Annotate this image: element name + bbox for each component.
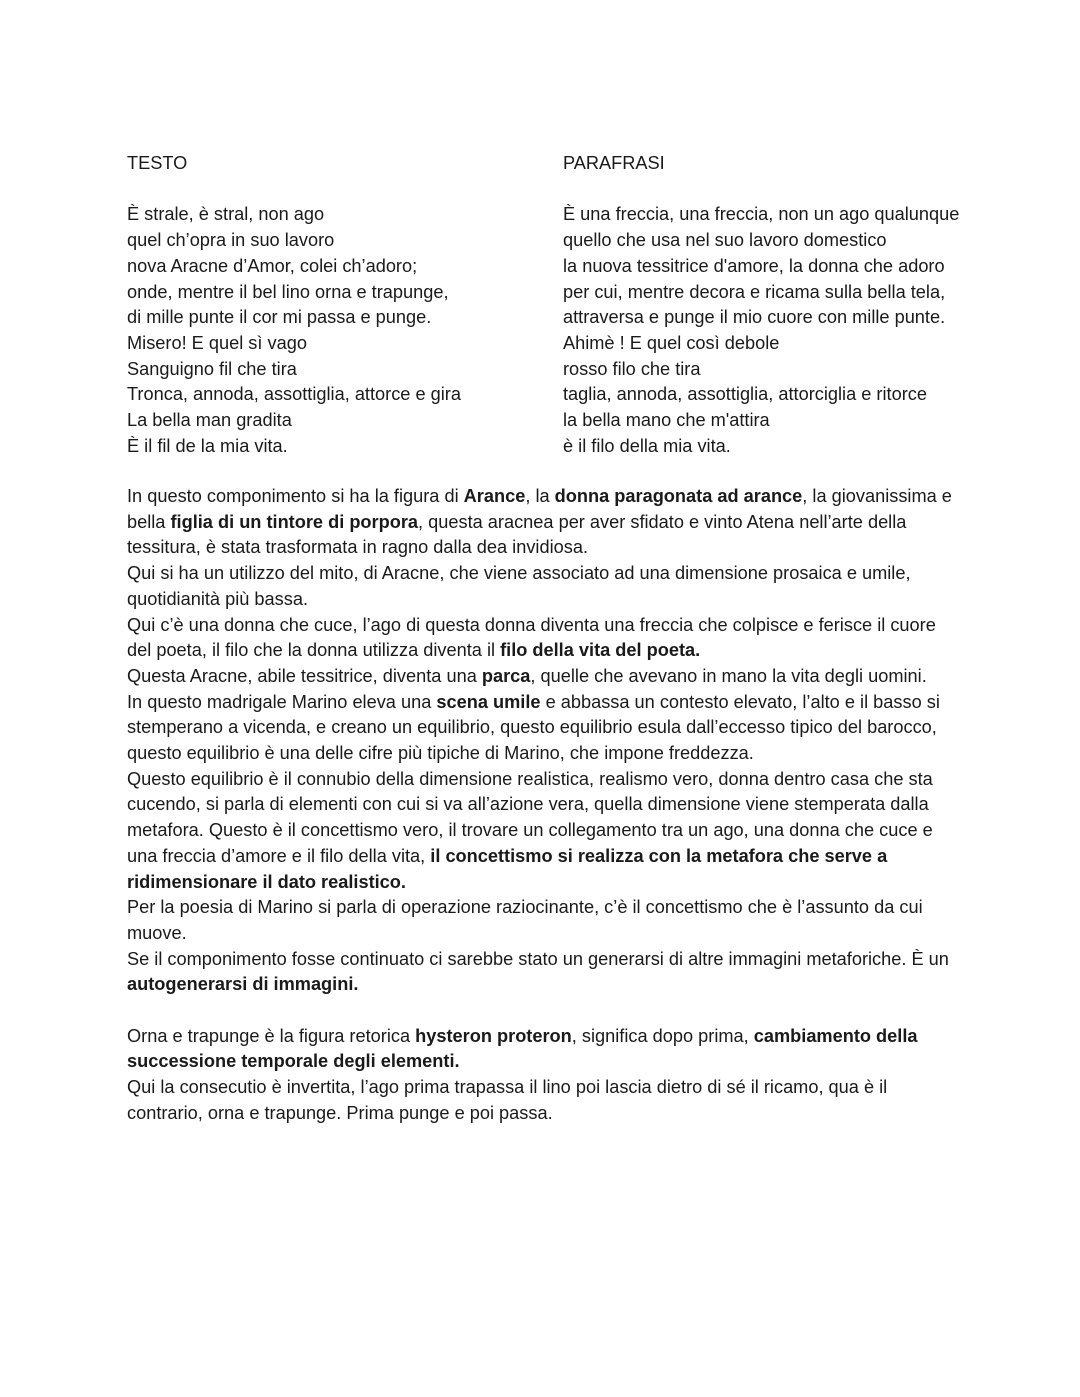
- text-run: Orna e trapunge è la figura retorica: [127, 1025, 416, 1046]
- bold-run: autogenerarsi di immagini.: [127, 974, 359, 995]
- parafrasi-line: è il filo della mia vita.: [563, 435, 731, 456]
- testo-line: La bella man gradita: [127, 410, 292, 431]
- parafrasi-line: la nuova tessitrice d'amore, la donna che adoro: [563, 255, 945, 276]
- testo-line: Sanguigno fil che tira: [127, 358, 297, 379]
- bold-run: figlia di un tintore di porpora: [170, 511, 419, 532]
- parafrasi-heading: PARAFRASI: [563, 153, 665, 173]
- text-run: In questo componimento si ha la figura di: [127, 486, 464, 506]
- testo-line: di mille punte il cor mi passa e punge.: [127, 307, 432, 328]
- bold-run: il concettismo si realizza con la metafora che serve a ridimensionare il dato realistico.: [127, 845, 888, 892]
- parafrasi-line: È una freccia, una freccia, non un ago qualunque: [563, 204, 960, 225]
- parafrasi-line: quello che usa nel suo lavoro domestico: [563, 230, 887, 251]
- testo-line: Misero! E quel sì vago: [127, 332, 307, 353]
- commentary-paragraph: Qui si ha un utilizzo del mito, di Aracne, che viene associato ad una dimensione prosaica e umile, quotidianità più bassa.: [127, 563, 911, 609]
- bold-run: parca: [481, 665, 531, 686]
- hysteron-paragraph: Qui la consecutio è invertita, l’ago prima trapassa il lino poi lascia dietro di sé il ricamo, qua è il contrario, orna e trapunge. Prima punge e poi passa.: [127, 1077, 888, 1123]
- parafrasi-line: la bella mano che m'attira: [563, 410, 770, 431]
- text-run: In questo madrigale Marino eleva una: [127, 691, 437, 712]
- text-run: , significa dopo prima,: [571, 1025, 754, 1046]
- text-run: , quelle che avevano in mano la vita degli uomini.: [530, 665, 927, 686]
- testo-line: È strale, è stral, non ago: [127, 204, 325, 225]
- text-run: Se il componimento fosse continuato ci sarebbe stato un generarsi di altre immagini metaforiche. È un: [127, 948, 949, 969]
- hysteron-paragraph: [127, 1024, 957, 1075]
- parafrasi-line: attraversa e punge il mio cuore con mille punte.: [563, 307, 946, 328]
- hysteron-section: [127, 1024, 957, 1127]
- commentary-paragraph: [127, 484, 957, 561]
- parafrasi-column: [563, 151, 959, 459]
- testo-line: quel ch’opra in suo lavoro: [127, 230, 335, 251]
- testo-line: È il fil de la mia vita.: [127, 435, 288, 456]
- commentary-paragraph: [127, 664, 957, 690]
- parafrasi-line: Ahimè ! E quel così debole: [563, 332, 780, 353]
- parafrasi-line: taglia, annoda, assottiglia, attorciglia e ritorce: [563, 384, 927, 405]
- testo-heading: TESTO: [127, 153, 188, 173]
- commentary-paragraph: [127, 690, 957, 767]
- bold-run: cambiamento della successione temporale degli elementi.: [127, 1025, 918, 1072]
- commentary-paragraph: Per la poesia di Marino si parla di operazione raziocinante, c’è il concettismo che è l’assunto da cui muove.: [127, 897, 923, 943]
- text-run: , la giovanissima e bella: [127, 486, 952, 532]
- parafrasi-line: per cui, mentre decora e ricama sulla bella tela,: [563, 281, 946, 302]
- commentary-paragraph: [127, 947, 957, 998]
- text-run: Qui c’è una donna che cuce, l’ago di questa donna diventa una freccia che colpisce e ferisce il cuore del poeta, il filo che la donna utilizza diventa il: [127, 614, 936, 661]
- commentary-paragraph: [127, 767, 957, 896]
- text-run: e abbassa un contesto elevato, l’alto e il basso si stemperano a vicenda, e creano un equilibrio, questo equilibrio esula dall’eccesso tipico del barocco, questo equilibrio è una delle cifre più tipiche di Marino, che impone freddezza.: [127, 691, 940, 764]
- testo-column: [127, 151, 461, 459]
- poem-columns: [127, 151, 960, 462]
- commentary-section: [127, 484, 957, 998]
- text-run: Questa Aracne, abile tessitrice, diventa una: [127, 665, 482, 686]
- testo-line: nova Aracne d’Amor, colei ch’adoro;: [127, 255, 418, 276]
- bold-run: hysteron proteron: [415, 1025, 572, 1046]
- text-run: , la: [525, 486, 555, 506]
- document-page: [127, 151, 960, 1127]
- testo-line: onde, mentre il bel lino orna e trapunge,: [127, 281, 449, 302]
- text-run: Questo equilibrio è il connubio della dimensione realistica, realismo vero, donna dentro casa che sta cucendo, si parla di elementi con cui si va all’azione vera, quella dimensione viene stemperata dalla metafora. Questo è il concettismo vero, il trovare un collegamento tra un ago, una donna che cuce e una freccia d’amore e il filo della vita,: [127, 768, 933, 866]
- bold-run: donna paragonata ad arance: [554, 486, 803, 506]
- text-run: , questa aracnea per aver sfidato e vinto Atena nell’arte della tessitura, è stata trasformata in ragno dalla dea invidiosa.: [127, 511, 907, 558]
- commentary-paragraph: [127, 613, 957, 664]
- bold-run: filo della vita del poeta.: [500, 640, 701, 661]
- bold-run: scena umile: [436, 691, 541, 712]
- testo-line: Tronca, annoda, assottiglia, attorce e gira: [127, 384, 461, 405]
- bold-run: Arance: [463, 486, 526, 506]
- parafrasi-line: rosso filo che tira: [563, 358, 701, 379]
